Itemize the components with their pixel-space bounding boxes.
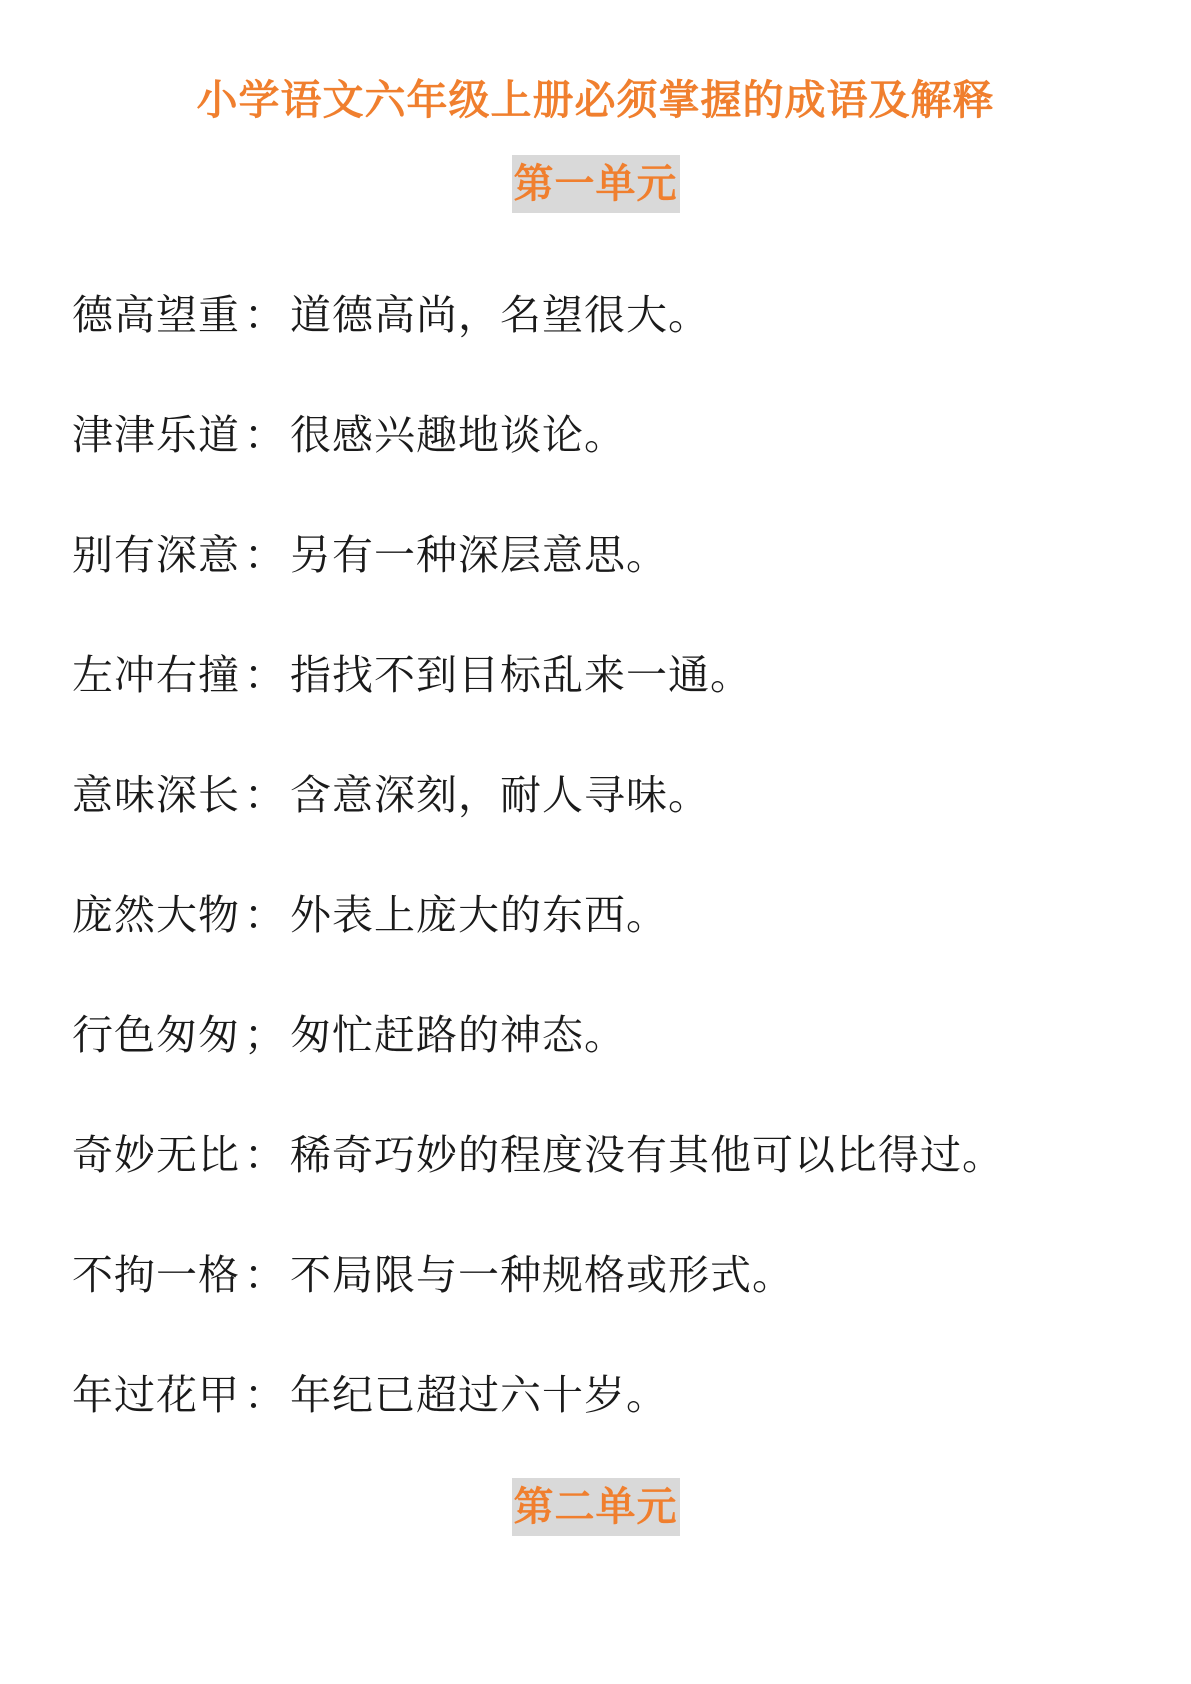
unit1-heading: 第一单元 [512, 155, 680, 213]
idiom-meaning: 外表上庞大的东西。 [290, 891, 668, 939]
idiom-meaning: 指找不到目标乱来一通。 [290, 651, 752, 699]
idiom-meaning: 另有一种深层意思。 [290, 531, 668, 579]
idiom-meaning: 匆忙赶路的神态。 [290, 1011, 626, 1059]
idiom-meaning: 很感兴趣地谈论。 [290, 411, 626, 459]
idiom-entry [72, 1245, 1152, 1365]
idiom-separator: ： [244, 411, 286, 459]
idiom-separator: ： [244, 531, 286, 579]
idiom-term: 津津乐道 [72, 411, 240, 459]
idiom-term: 德高望重 [72, 291, 240, 339]
unit2-heading: 第二单元 [512, 1478, 680, 1536]
idiom-meaning: 稀奇巧妙的程度没有其他可以比得过。 [290, 1131, 1004, 1179]
unit1-idiom-list [72, 285, 1152, 1485]
idiom-separator: ： [244, 1371, 286, 1419]
idiom-term: 不拘一格 [72, 1251, 240, 1299]
idiom-term: 奇妙无比 [72, 1131, 240, 1179]
idiom-term: 年过花甲 [72, 1371, 240, 1419]
idiom-separator: ； [244, 1011, 286, 1059]
idiom-separator: ： [244, 291, 286, 339]
idiom-separator: ： [244, 771, 286, 819]
idiom-entry [72, 1365, 1152, 1485]
idiom-term: 庞然大物 [72, 891, 240, 939]
idiom-meaning: 含意深刻，耐人寻味。 [290, 771, 710, 819]
idiom-entry [72, 405, 1152, 525]
idiom-entry [72, 1125, 1152, 1245]
idiom-entry [72, 525, 1152, 645]
idiom-meaning: 道德高尚，名望很大。 [290, 291, 710, 339]
idiom-entry [72, 285, 1152, 405]
idiom-meaning: 年纪已超过六十岁。 [290, 1371, 668, 1419]
idiom-meaning: 不局限与一种规格或形式。 [290, 1251, 794, 1299]
idiom-separator: ： [244, 651, 286, 699]
idiom-entry [72, 885, 1152, 1005]
idiom-term: 行色匆匆 [72, 1011, 240, 1059]
idiom-separator: ： [244, 1251, 286, 1299]
idiom-entry [72, 645, 1152, 765]
idiom-term: 意味深长 [72, 771, 240, 819]
idiom-entry [72, 1005, 1152, 1125]
page-title: 小学语文六年级上册必须掌握的成语及解释 [196, 76, 995, 124]
idiom-term: 别有深意 [72, 531, 240, 579]
unit2-heading-wrap [0, 1478, 1191, 1536]
unit1-heading-wrap [0, 155, 1191, 213]
idiom-separator: ： [244, 1131, 286, 1179]
idiom-entry [72, 765, 1152, 885]
idiom-separator: ： [244, 891, 286, 939]
idiom-term: 左冲右撞 [72, 651, 240, 699]
